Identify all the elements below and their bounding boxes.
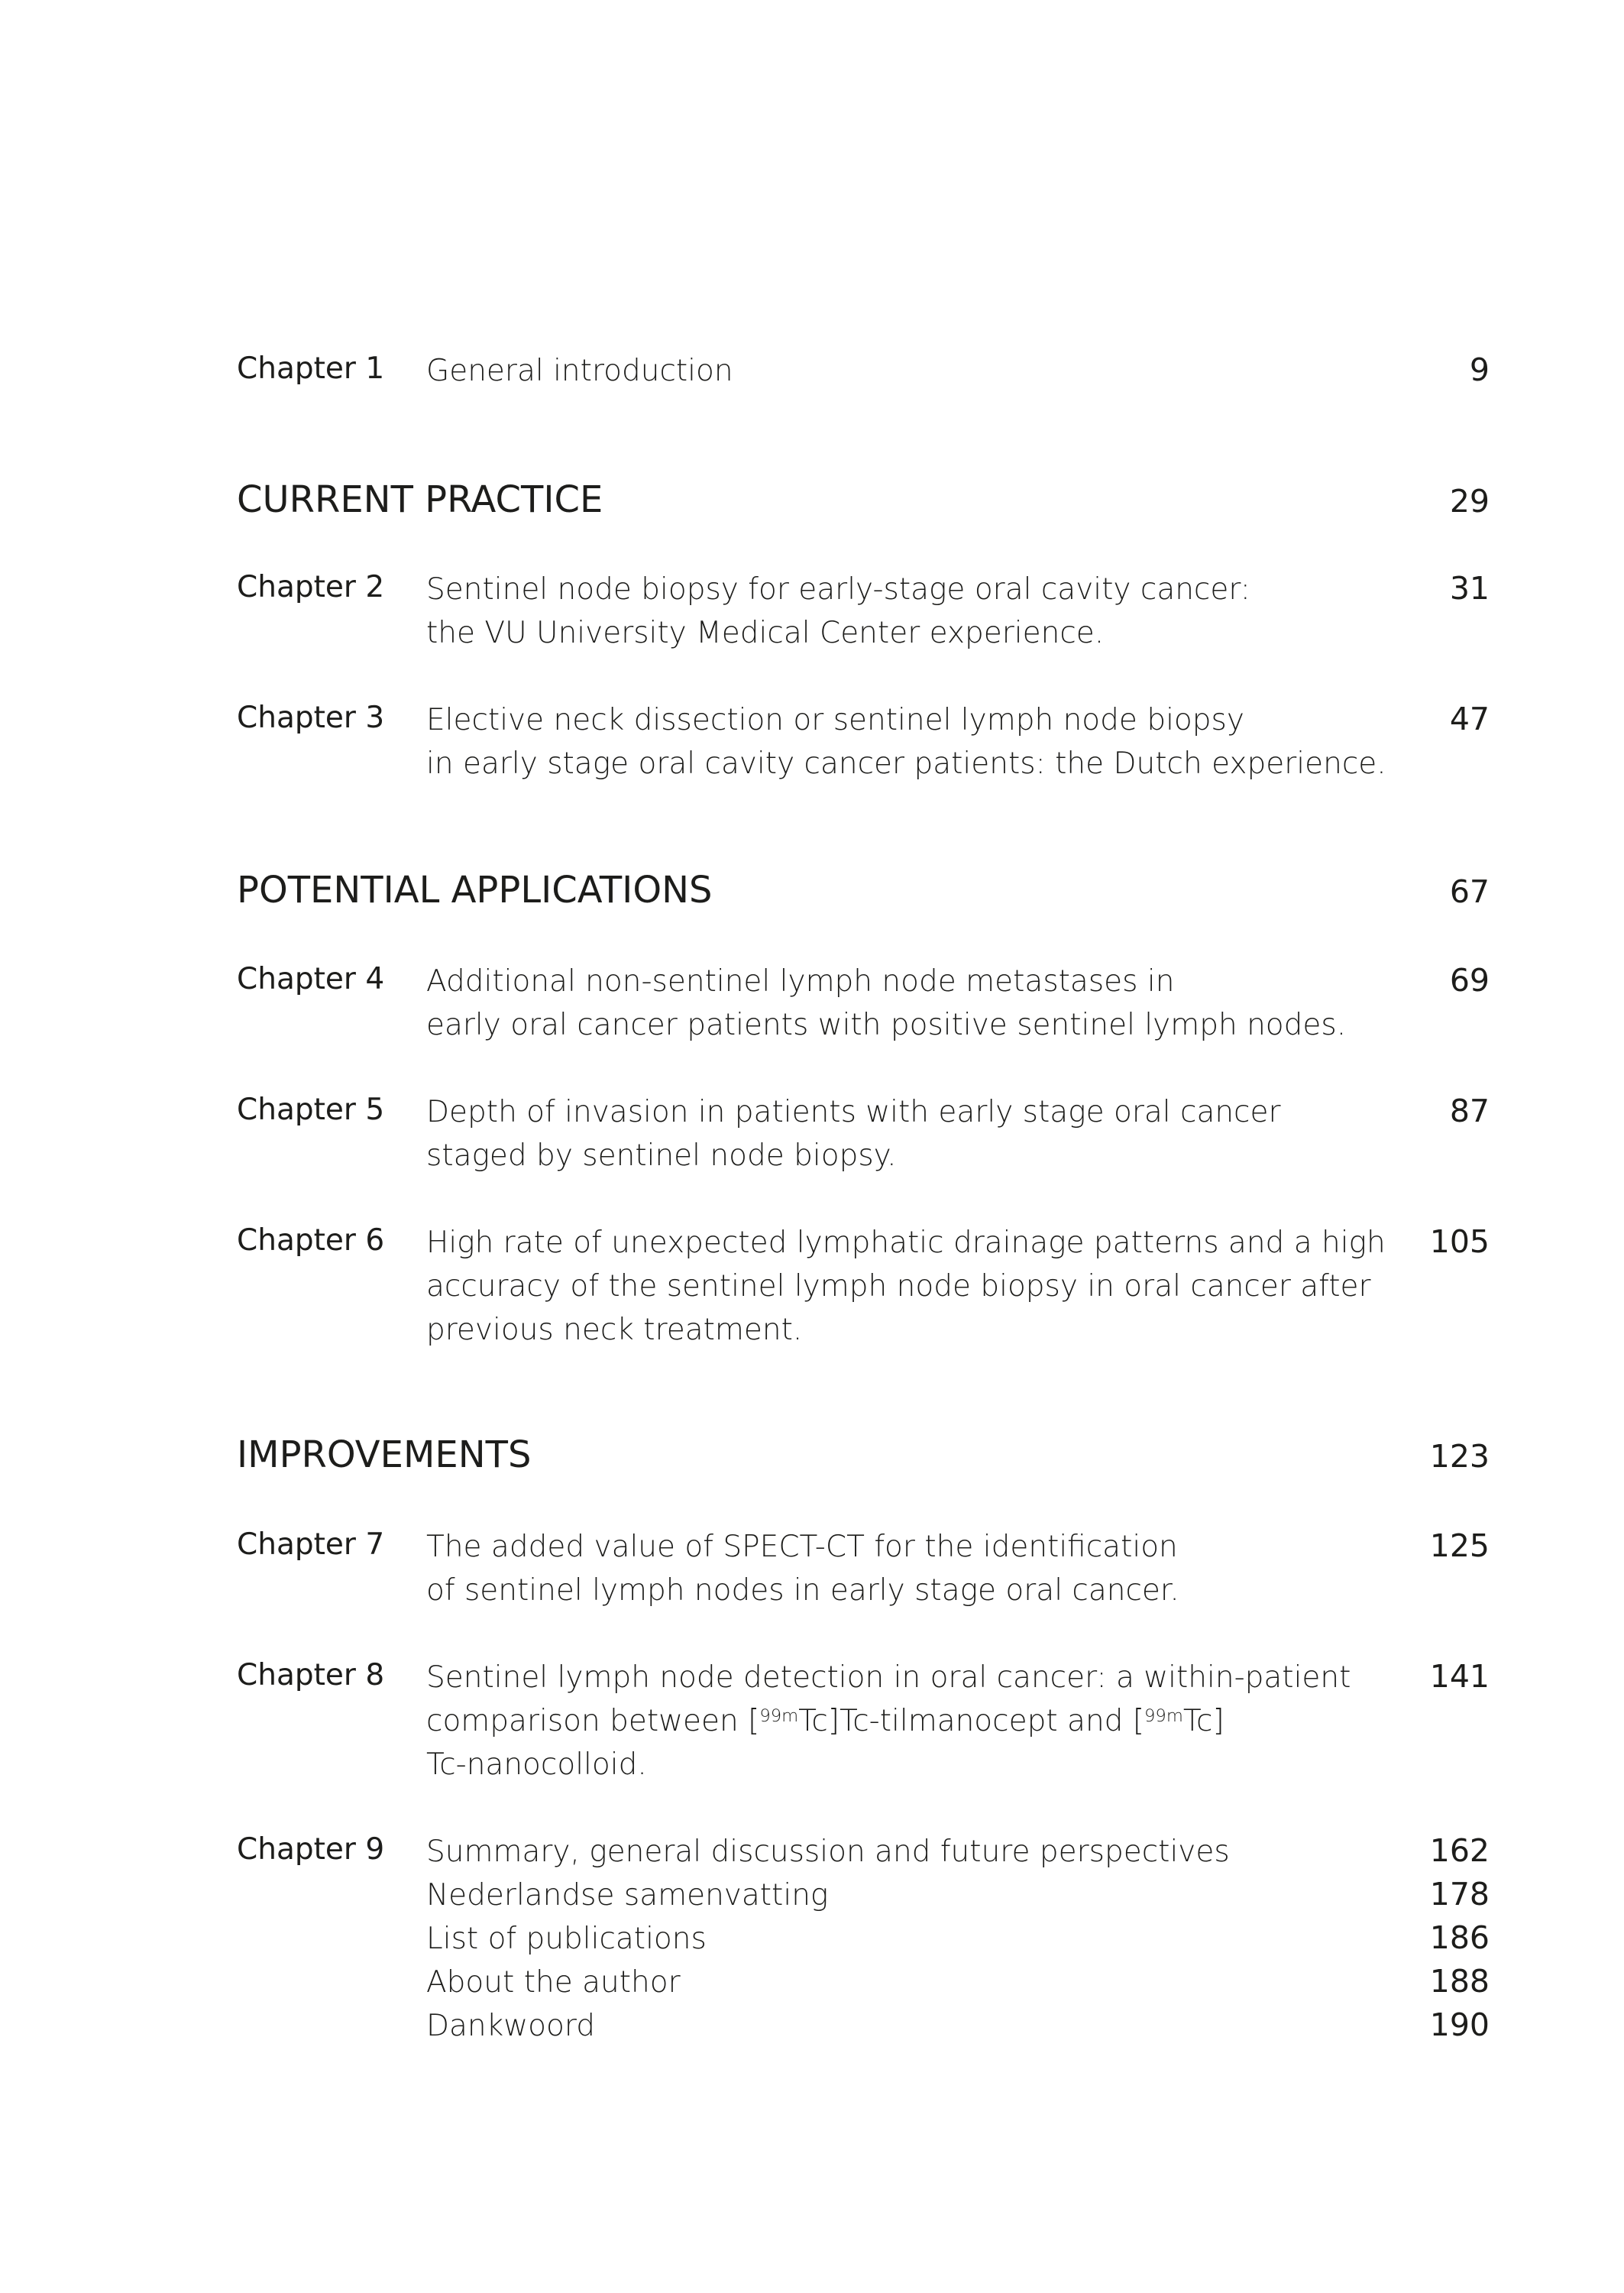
chapter-title: early oral cancer patients with positive sentinel lymph nodes. — [426, 1008, 1347, 1042]
page-number: 31 — [1449, 570, 1490, 607]
chapter-label: Chapter 5 — [237, 1093, 385, 1127]
section-heading: CURRENT PRACTICE — [237, 478, 603, 521]
title-text: Tc] — [1182, 1704, 1224, 1738]
page-number: 125 — [1429, 1527, 1490, 1564]
page-number: 186 — [1429, 1919, 1490, 1956]
chapter-title — [426, 1699, 1224, 1743]
chapter-label: Chapter 1 — [237, 351, 385, 386]
page-number: 190 — [1429, 2006, 1490, 2043]
chapter-label: Chapter 3 — [237, 701, 385, 735]
chapter-title: General introduction — [426, 354, 733, 388]
chapter-title: Nederlandse samenvatting — [426, 1878, 829, 1912]
chapter-title: Tc-nanocolloid. — [426, 1747, 647, 1782]
page-number: 87 — [1449, 1093, 1490, 1129]
chapter-title: accuracy of the sentinel lymph node biopsy in oral cancer after — [426, 1269, 1371, 1304]
chapter-title: Summary, general discussion and future perspectives — [426, 1835, 1230, 1869]
section-heading: IMPROVEMENTS — [237, 1433, 532, 1476]
chapter-title: Sentinel lymph node detection in oral cancer: a within-patient — [426, 1660, 1351, 1695]
chapter-title: Elective neck dissection or sentinel lymph node biopsy — [426, 703, 1244, 737]
chapter-title: High rate of unexpected lymphatic drainage patterns and a high — [426, 1226, 1386, 1260]
chapter-title: staged by sentinel node biopsy. — [426, 1138, 897, 1173]
chapter-label: Chapter 9 — [237, 1832, 385, 1867]
page-number: 29 — [1449, 483, 1490, 520]
chapter-title: Additional non-sentinel lymph node metastases in — [426, 964, 1175, 999]
chapter-label: Chapter 6 — [237, 1223, 385, 1258]
title-text: Tc]Tc-tilmanocept and [ — [798, 1704, 1145, 1738]
page-number: 105 — [1429, 1223, 1490, 1260]
page-number: 67 — [1449, 873, 1490, 910]
chapter-title: The added value of SPECT-CT for the identification — [426, 1530, 1178, 1564]
chapter-label: Chapter 7 — [237, 1527, 385, 1562]
chapter-title: Dankwoord — [426, 2009, 595, 2043]
chapter-title: in early stage oral cavity cancer patients: the Dutch experience. — [426, 747, 1386, 781]
chapter-label: Chapter 2 — [237, 570, 385, 604]
chapter-label: Chapter 8 — [237, 1658, 385, 1692]
page-number: 123 — [1429, 1438, 1490, 1475]
title-text: comparison between [ — [426, 1704, 760, 1738]
page-number: 141 — [1429, 1658, 1490, 1695]
isotope-superscript: 99m — [1144, 1705, 1183, 1726]
page-number: 9 — [1469, 351, 1490, 388]
section-heading: POTENTIAL APPLICATIONS — [237, 869, 713, 912]
chapter-title: About the author — [426, 1965, 681, 2000]
isotope-superscript: 99m — [759, 1705, 799, 1726]
page-number: 47 — [1449, 701, 1490, 737]
chapter-title: previous neck treatment. — [426, 1313, 803, 1347]
page-number: 178 — [1429, 1876, 1490, 1912]
chapter-title: List of publications — [426, 1922, 707, 1956]
chapter-title: of sentinel lymph nodes in early stage oral cancer. — [426, 1573, 1179, 1608]
chapter-title: Depth of invasion in patients with early stage oral cancer — [426, 1095, 1281, 1129]
page-number: 69 — [1449, 962, 1490, 999]
chapter-label: Chapter 4 — [237, 962, 385, 996]
chapter-title: the VU University Medical Center experience. — [426, 616, 1105, 650]
chapter-title: Sentinel node biopsy for early-stage oral cavity cancer: — [426, 572, 1250, 607]
page-number: 162 — [1429, 1832, 1490, 1869]
page-number: 188 — [1429, 1963, 1490, 2000]
